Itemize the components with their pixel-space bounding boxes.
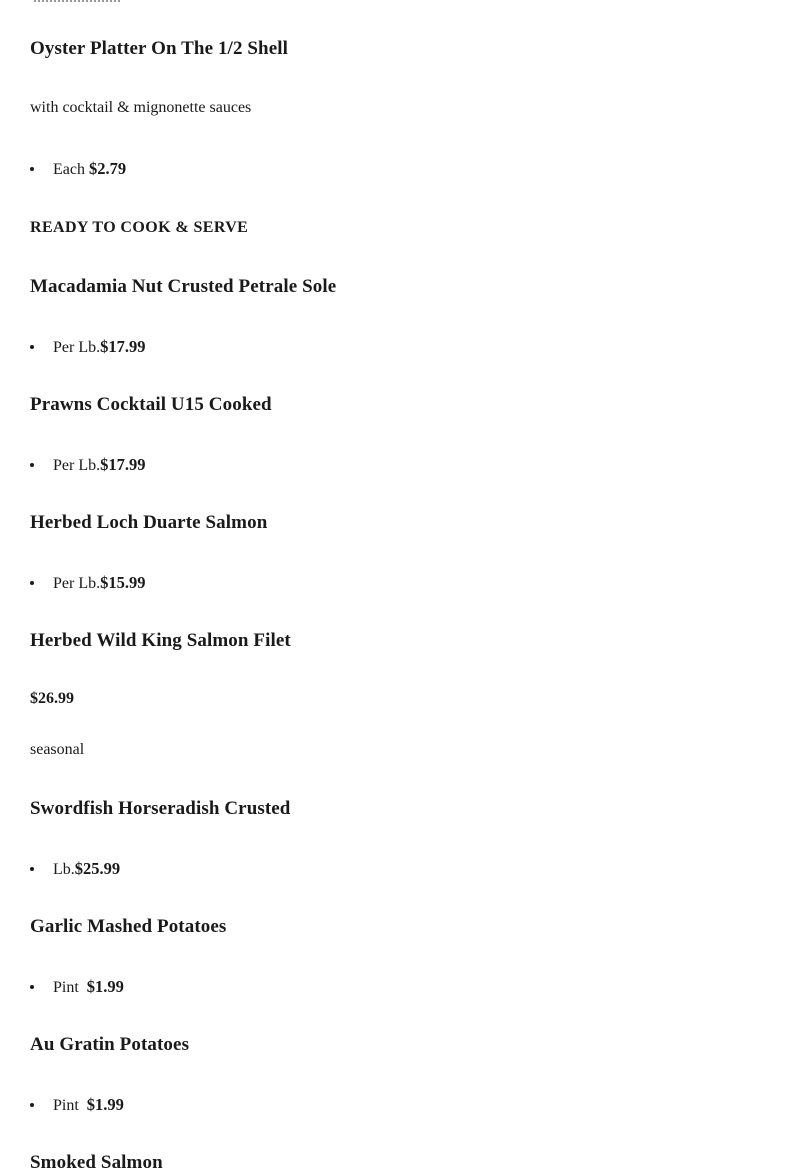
item-title-garlic-mashed-potatoes: Garlic Mashed Potatoes xyxy=(30,916,227,937)
price-value: $1.99 xyxy=(86,977,124,996)
section-heading: READY TO COOK & SERVE xyxy=(30,219,249,236)
item-title-au-gratin-potatoes: Au Gratin Potatoes xyxy=(30,1034,190,1055)
price-unit: Per Lb. xyxy=(53,575,101,592)
item-description: with cocktail & mignonette sauces xyxy=(30,99,252,116)
price-unit: Per Lb. xyxy=(53,339,101,356)
item-title-oyster-platter: Oyster Platter On The 1/2 Shell xyxy=(30,38,289,59)
price-value: $2.79 xyxy=(88,159,127,178)
price-value: $15.99 xyxy=(100,573,146,592)
bullet-icon xyxy=(30,345,34,349)
cut-off-text-fragment xyxy=(34,0,120,2)
bullet-icon xyxy=(30,581,34,585)
bullet-icon xyxy=(30,167,34,171)
price-value: $26.99 xyxy=(30,690,74,707)
item-title-swordfish: Swordfish Horseradish Crusted xyxy=(30,798,291,819)
price-value: $25.99 xyxy=(74,859,121,878)
item-title-petrale-sole: Macadamia Nut Crusted Petrale Sole xyxy=(30,276,337,297)
item-title-prawns-cocktail: Prawns Cocktail U15 Cooked xyxy=(30,394,272,415)
bullet-icon xyxy=(30,867,34,871)
bullet-icon xyxy=(30,985,34,989)
price-unit: Lb. xyxy=(53,861,75,878)
price-unit: Per Lb. xyxy=(53,457,101,474)
item-title-loch-duarte-salmon: Herbed Loch Duarte Salmon xyxy=(30,512,268,533)
item-note: seasonal xyxy=(30,741,85,758)
price-value: $17.99 xyxy=(100,337,146,356)
price-value: $17.99 xyxy=(100,455,146,474)
item-title-smoked-salmon: Smoked Salmon xyxy=(30,1152,163,1173)
price-unit: Each xyxy=(53,161,85,178)
price-value: $1.99 xyxy=(86,1095,124,1114)
bullet-icon xyxy=(30,463,34,467)
price-unit: Pint xyxy=(53,979,79,996)
item-title-wild-king-salmon: Herbed Wild King Salmon Filet xyxy=(30,630,291,651)
price-unit: Pint xyxy=(53,1097,79,1114)
bullet-icon xyxy=(30,1103,34,1107)
